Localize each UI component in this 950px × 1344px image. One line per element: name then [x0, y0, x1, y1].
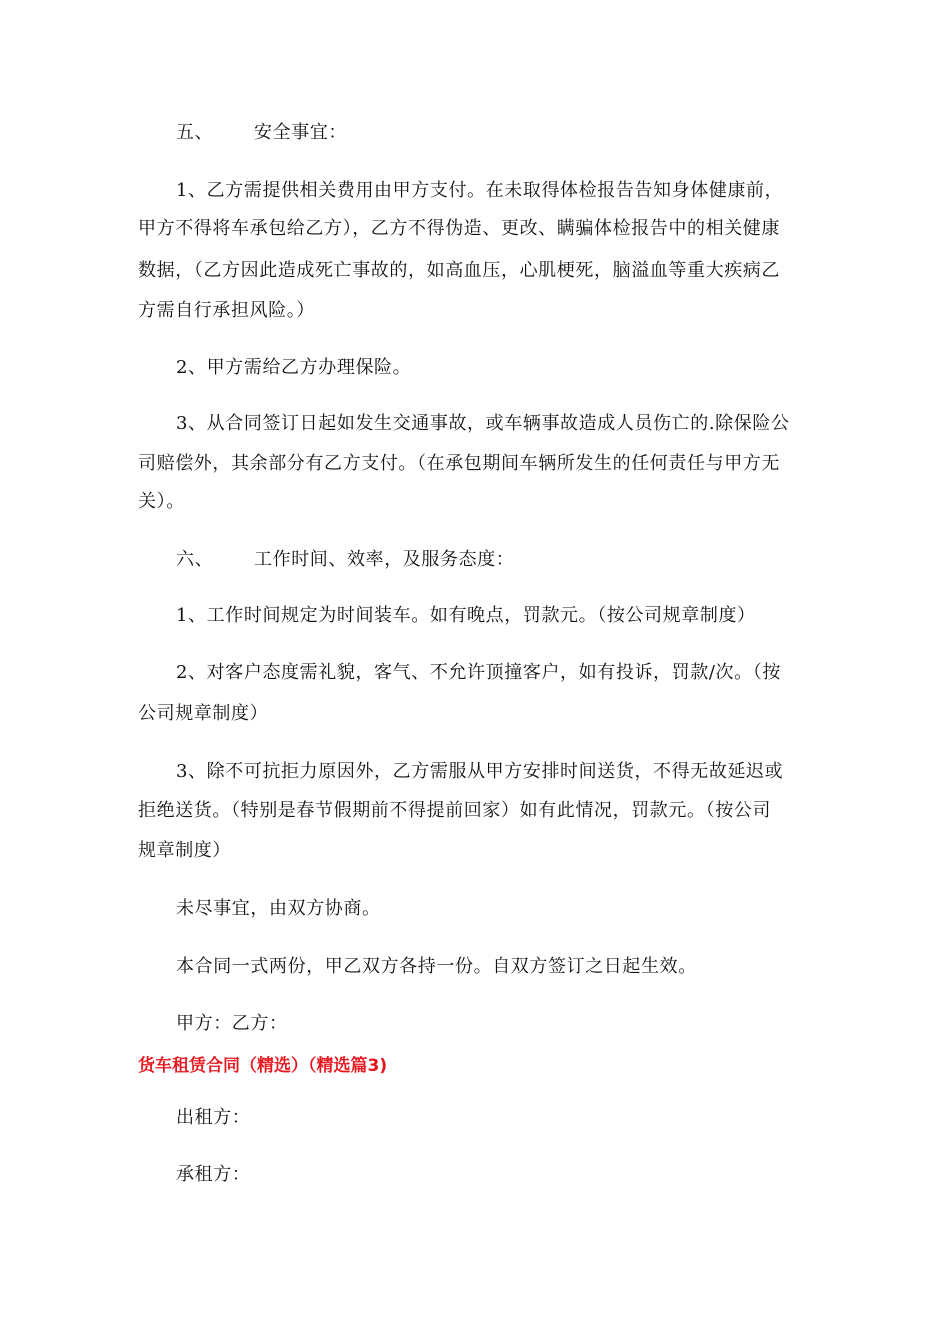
closing-note: 未尽事宜，由双方协商。: [176, 898, 381, 919]
item-6-2-line-1: 2、对客户态度需礼貌，客气、不允许顶撞客户，如有投诉，罚款/次。（按: [176, 662, 781, 683]
item-5-1-line-1: 1、乙方需提供相关费用由甲方支付。在未取得体检报告告知身体健康前，: [176, 180, 784, 201]
closing-copies: 本合同一式两份，甲乙双方各持一份。自双方签订之日起生效。: [176, 956, 697, 977]
item-6-3-line-2: 拒绝送货。（特别是春节假期前不得提前回家）如有此情况，罚款元。（按公司: [138, 800, 771, 821]
section-5-number: 五、: [176, 122, 214, 143]
section-6-number: 六、: [176, 549, 214, 570]
item-5-1-line-2: 甲方不得将车承包给乙方），乙方不得伪造、更改、瞒骗体检报告中的相关健康: [138, 218, 780, 239]
item-6-2-line-2: 公司规章制度）: [138, 703, 269, 724]
lessee-label: 承租方：: [176, 1164, 251, 1185]
item-5-1-line-3: 数据，（乙方因此造成死亡事故的，如高血压，心肌梗死，脑溢血等重大疾病乙: [138, 260, 780, 281]
section-6-heading: [176, 549, 866, 571]
item-6-3-line-1: 3、除不可抗拒力原因外，乙方需服从甲方安排时间送货，不得无故延迟或: [176, 761, 784, 782]
section-6-title: 工作时间、效率，及服务态度：: [254, 549, 515, 570]
item-5-3-line-3: 关）。: [138, 491, 185, 512]
item-6-3-line-3: 规章制度）: [138, 840, 231, 861]
item-5-3-line-1: 3、从合同签订日起如发生交通事故，或车辆事故造成人员伤亡的.除保险公: [176, 413, 790, 434]
next-contract-heading: 货车租赁合同（精选）（精选篇3): [138, 1056, 388, 1076]
closing-parties: 甲方：乙方：: [176, 1013, 288, 1034]
item-5-1-line-4: 方需自行承担风险。）: [138, 300, 315, 321]
lessor-label: 出租方：: [176, 1107, 251, 1128]
item-5-3-line-2: 司赔偿外，其余部分有乙方支付。（在承包期间车辆所发生的任何责任与甲方无: [138, 453, 780, 474]
section-5-heading: [176, 122, 866, 144]
item-6-1-line-1: 1、工作时间规定为时间装车。如有晚点，罚款元。（按公司规章制度）: [176, 605, 756, 626]
section-5-title: 安全事宜：: [254, 122, 347, 143]
item-5-2-line-1: 2、甲方需给乙方办理保险。: [176, 357, 412, 378]
